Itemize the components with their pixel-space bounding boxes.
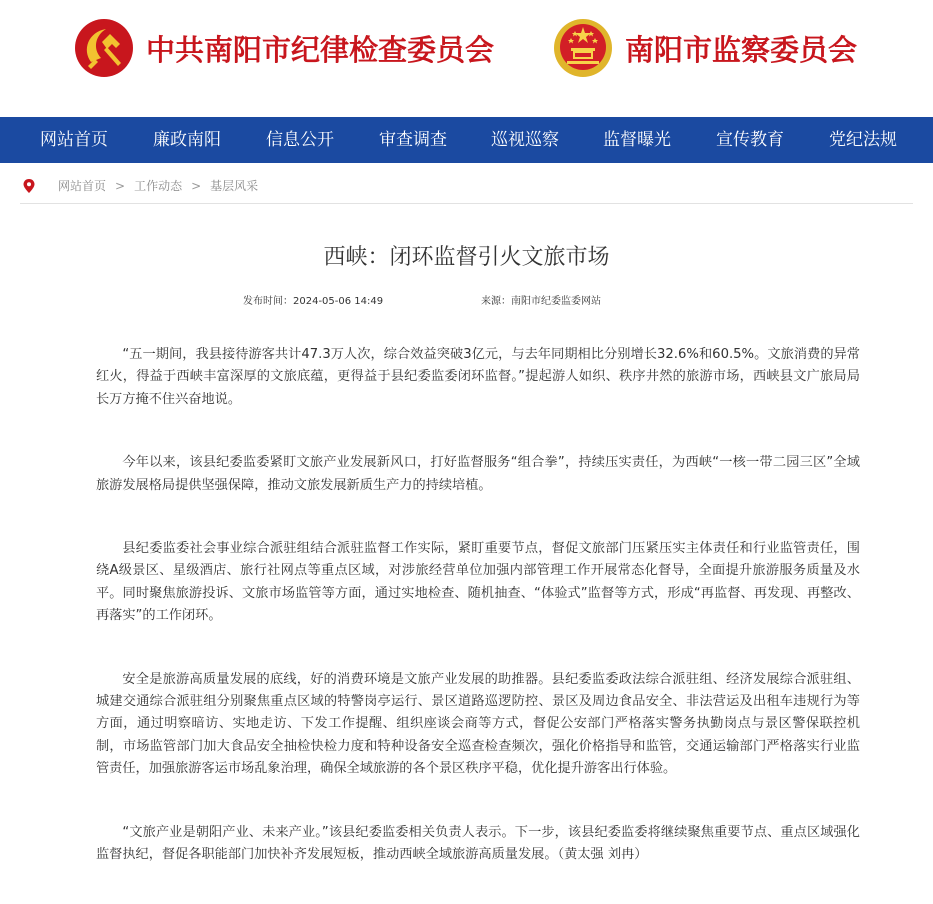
article-paragraph: “五一期间，我县接待游客共计47.3万人次，综合效益突破3亿元，与去年同期相比分别增长32.6%和60.5%。文旅消费的异常红火，得益于西峡丰富深厚的文旅底蕴，更得益于县纪委监委闭环监督。”提起游人如织、秩序井然的旅游市场，西峡县文广旅局局长万方掩不住兴奋地说。 xyxy=(96,347,860,407)
breadcrumb-work-news[interactable]: 工作动态 xyxy=(134,179,183,193)
location-pin-icon xyxy=(22,178,36,194)
article-source xyxy=(481,292,601,307)
breadcrumb-grassroots[interactable]: 基层风采 xyxy=(210,179,259,193)
breadcrumb-separator: > xyxy=(115,178,126,193)
publish-time-value: 2024-05-06 14:49 xyxy=(293,296,384,307)
source-value: 南阳市纪委监委网站 xyxy=(511,296,601,307)
nav-item-exposure[interactable]: 监督曝光 xyxy=(603,130,671,150)
main-nav xyxy=(0,117,933,163)
party-emblem-icon xyxy=(74,18,134,78)
supervision-brand[interactable] xyxy=(553,16,857,80)
nav-item-regulations[interactable]: 党纪法规 xyxy=(829,130,897,150)
nav-item-home[interactable]: 网站首页 xyxy=(40,130,108,150)
national-emblem-icon xyxy=(553,18,613,78)
breadcrumb-home[interactable]: 网站首页 xyxy=(58,179,107,193)
publish-time-label: 发布时间： xyxy=(243,296,293,307)
publish-time xyxy=(243,292,383,307)
article-title: 西峡：闭环监督引火文旅市场 xyxy=(323,245,610,270)
article-paragraph: 县纪委监委社会事业综合派驻组结合派驻监督工作实际，紧盯重要节点，督促文旅部门压紧压实主体责任和行业监管责任，围绕A级景区、星级酒店、旅行社网点等重点区域，对涉旅经营单位加强内部管理工作开展常态化督导，全面提升旅游服务质量及水平。同时聚焦旅游投诉、文旅市场监管等方面，通过实地检查、随机抽查、“体验式”监督等方式，形成“再监督、再发现、再整改、再落实”的工作闭环。 xyxy=(96,541,860,624)
article-body xyxy=(96,344,860,904)
cdi-title: 中共南阳市纪律检查委员会 xyxy=(146,32,495,67)
article-paragraph: “文旅产业是朝阳产业、未来产业。”该县纪委监委相关负责人表示。下一步，该县纪委监委将继续聚焦重要节点、重点区域强化监督执纪，督促各职能部门加快补齐发展短板，推动西峡全域旅游高质量发展。（黄太强 刘冉） xyxy=(96,824,860,863)
article-paragraph: 安全是旅游高质量发展的底线，好的消费环境是文旅产业发展的助推器。县纪委监委政法综合派驻组、经济发展综合派驻组、城建交通综合派驻组分别聚焦重点区域的特警岗亭运行、景区道路巡逻防控、景区及周边食品安全、非法营运及出租车违规行为等方面，通过明察暗访、实地走访、下发工作提醒、组织座谈会商等方式，督促公安部门严格落实警务执勤岗点与景区警保联控机制，市场监管部门加大食品安全抽检快检力度和特种设备安全巡查检查频次，强化价格指导和监管，交通运输部门严格落实行业监管责任，加强旅游客运市场乱象治理，确保全域旅游的各个景区秩序平稳，优化提升游客出行体验。 xyxy=(96,671,860,777)
breadcrumb-separator: > xyxy=(191,178,202,193)
nav-item-integrity[interactable]: 廉政南阳 xyxy=(153,130,221,150)
site-header xyxy=(0,0,933,117)
nav-item-inspection[interactable]: 巡视巡察 xyxy=(491,130,559,150)
article-paragraph: 今年以来，该县纪委监委紧盯文旅产业发展新风口，打好监督服务“组合拳”，持续压实责任，为西峡“一核一带二园三区”全域旅游发展格局提供坚强保障，推动文旅发展新质生产力的持续培植。 xyxy=(96,455,860,493)
nav-item-education[interactable]: 宣传教育 xyxy=(716,130,784,150)
nav-item-investigation[interactable]: 审查调查 xyxy=(379,130,447,150)
supervision-title: 南阳市监察委员会 xyxy=(625,32,858,67)
breadcrumb xyxy=(20,168,913,204)
source-label: 来源： xyxy=(481,296,511,307)
nav-item-disclosure[interactable]: 信息公开 xyxy=(266,130,334,150)
cdi-brand[interactable] xyxy=(74,16,494,80)
